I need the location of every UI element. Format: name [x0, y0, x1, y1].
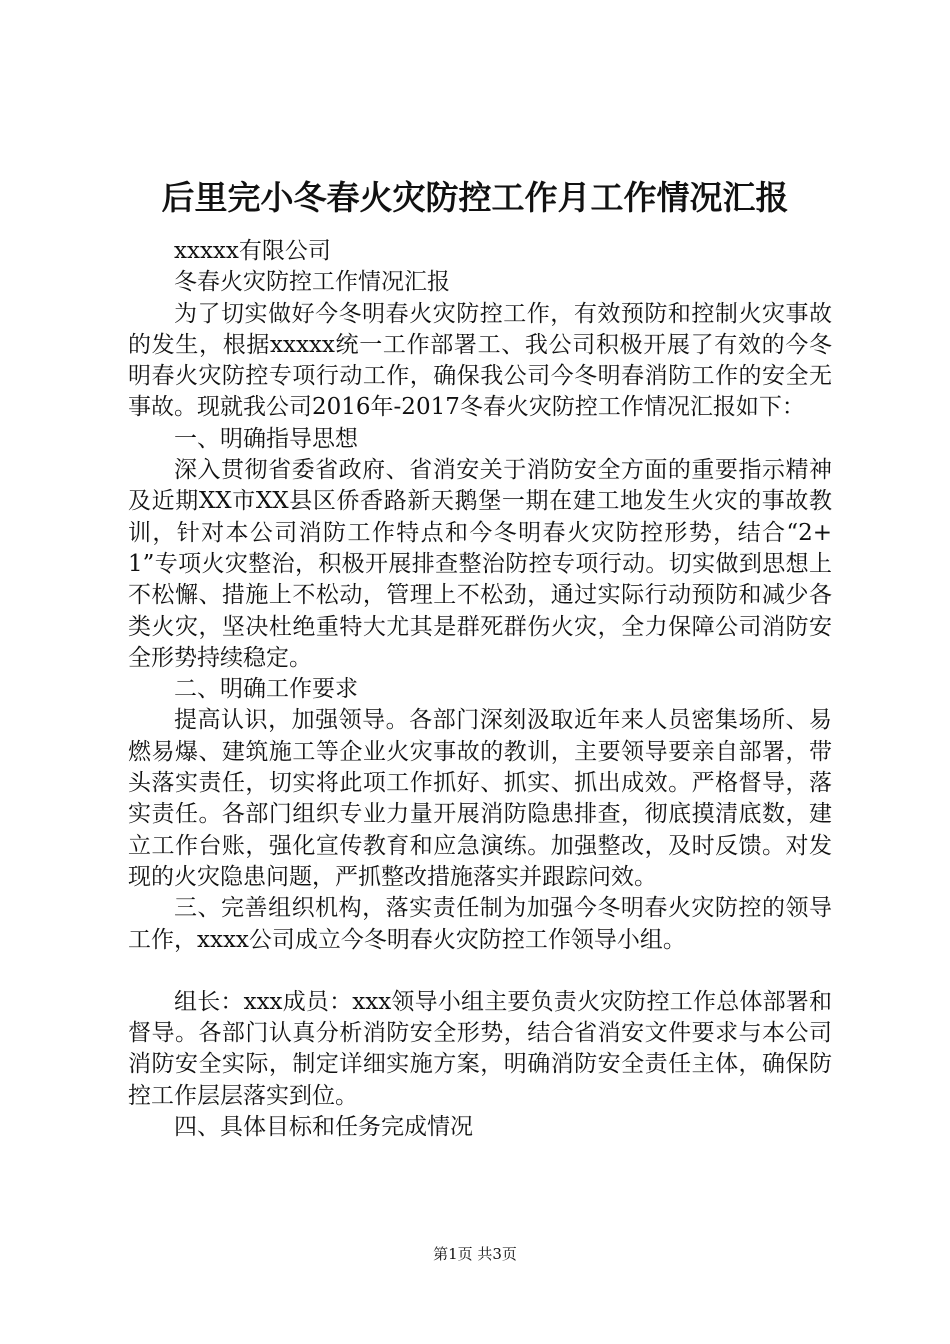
intro-paragraph: 为了切实做好今冬明春火灾防控工作，有效预防和控制火灾事故的发生，根据xxxxx统一工作部署工、我公司积极开展了有效的今冬明春火灾防控专项行动工作，确保我公司今冬明春消防工作的安全无事故。现就我公司2016年-2017冬春火灾防控工作情况汇报如下：	[128, 300, 832, 421]
report-subtitle-line: 冬春火灾防控工作情况汇报	[174, 269, 450, 296]
document-body	[128, 236, 832, 1143]
section-1-paragraph: 深入贯彻省委省政府、省消安关于消防安全方面的重要指示精神及近期XX市XX县区侨香路新天鹅堡一期在建工地发生火灾的事故教训，针对本公司消防工作特点和今冬明春火灾防控形势，结合“2+1”专项火灾整治，积极开展排查整治防控专项行动。切实做到思想上不松懈、措施上不松动，管理上不松劲，通过实际行动预防和减少各类火灾，坚决杜绝重特大尤其是群死群伤火灾，全力保障公司消防安全形势持续稳定。	[128, 457, 832, 671]
document-title: 后里完小冬春火灾防控工作月工作情况汇报	[161, 178, 789, 217]
leadership-group-paragraph: 组长：xxx成员：xxx领导小组主要负责火灾防控工作总体部署和督导。各部门认真分析消防安全形势，结合省消安文件要求与本公司消防安全实际，制定详细实施方案，明确消防安全责任主体，确保防控工作层层落实到位。	[128, 988, 832, 1109]
section-heading-4: 四、具体目标和任务完成情况	[174, 1114, 473, 1141]
company-name-line: xxxxx有限公司	[174, 238, 331, 264]
section-2-paragraph: 提高认识，加强领导。各部门深刻汲取近年来人员密集场所、易燃易爆、建筑施工等企业火灾事故的教训，主要领导要亲自部署，带头落实责任，切实将此项工作抓好、抓实、抓出成效。严格督导，落实责任。各部门组织专业力量开展消防隐患排查，彻底摸清底数，建立工作台账，强化宣传教育和应急演练。加强整改，及时反馈。对发现的火灾隐患问题，严抓整改措施落实并跟踪问效。	[128, 707, 832, 890]
section-heading-1: 一、明确指导思想	[174, 425, 358, 452]
section-heading-2: 二、明确工作要求	[174, 676, 358, 703]
section-3-paragraph: 三、完善组织机构，落实责任制为加强今冬明春火灾防控的领导工作，xxxx公司成立今冬明春火灾防控工作领导小组。	[128, 895, 832, 953]
page-number-footer: 第1页 共3页	[433, 1245, 517, 1263]
